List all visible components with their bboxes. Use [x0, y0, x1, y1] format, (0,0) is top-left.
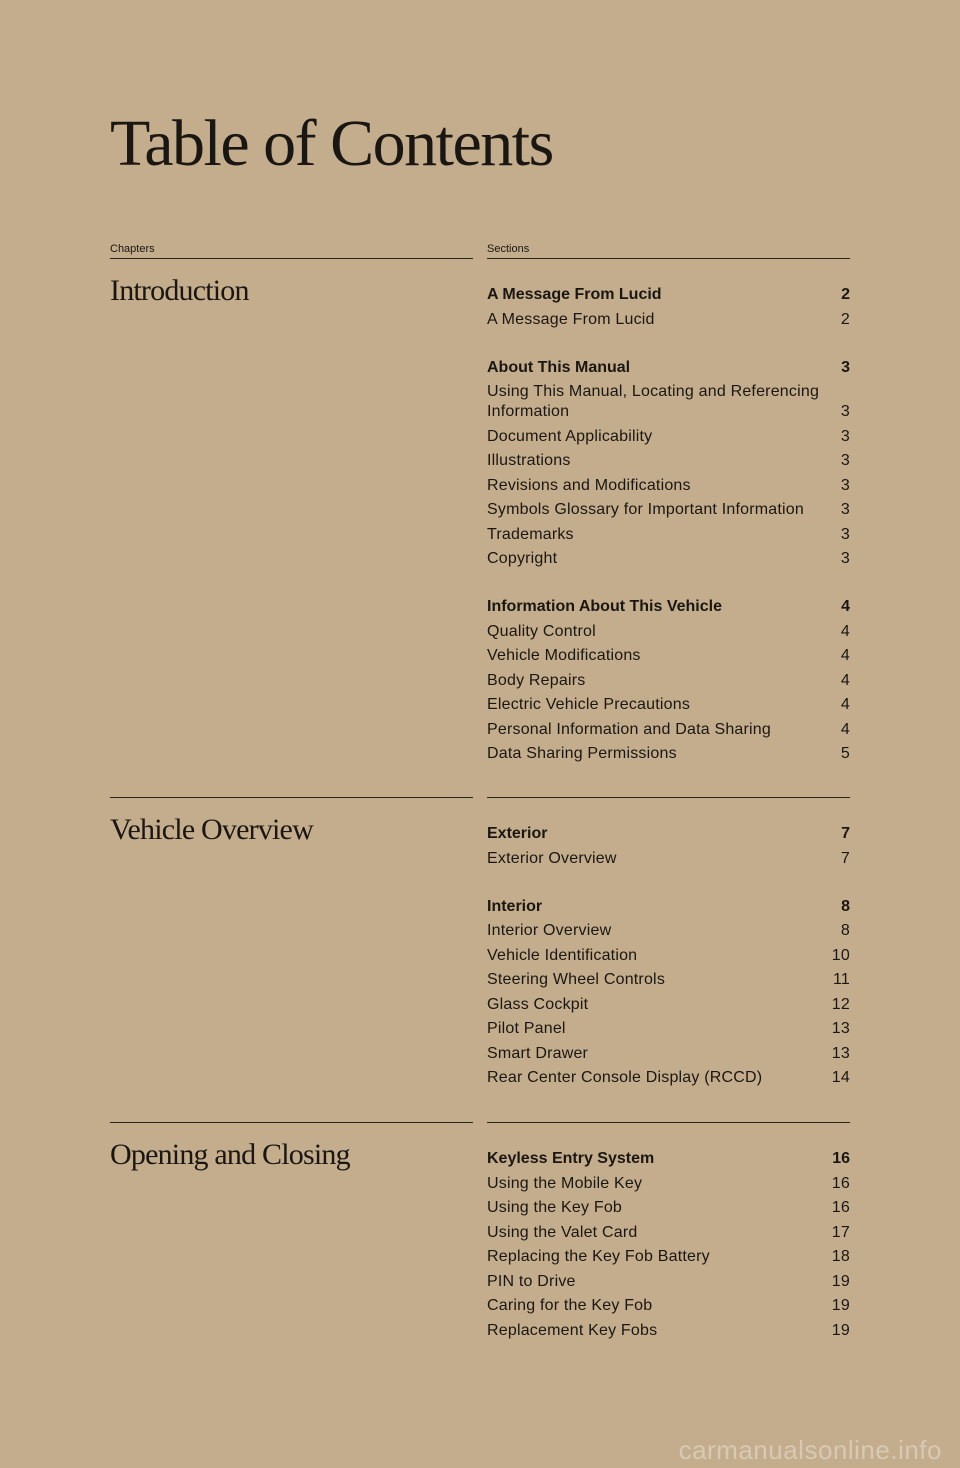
entry-label: A Message From Lucid	[487, 310, 655, 328]
page-number: 3	[840, 476, 850, 494]
page-number: 4	[840, 647, 850, 664]
entry-label: Electric Vehicle Precautions	[487, 696, 691, 713]
toc-entry[interactable]	[487, 718, 850, 743]
toc-entry[interactable]	[487, 1270, 850, 1295]
page-number: 3	[840, 427, 850, 445]
toc-entry[interactable]	[487, 449, 850, 474]
page-number: 19	[831, 1272, 850, 1290]
toc-entry[interactable]	[487, 968, 850, 993]
page-number: 3	[840, 525, 850, 543]
chapter-title[interactable]: Vehicle Overview	[110, 813, 313, 846]
sections-list	[487, 822, 850, 1091]
toc-entry[interactable]	[487, 1042, 850, 1067]
page-number: 7	[840, 849, 850, 867]
page-title: Table of Contents	[110, 107, 553, 180]
entry-label: Revisions and Modifications	[487, 476, 691, 494]
chapter-title[interactable]: Opening and Closing	[110, 1138, 350, 1171]
section-group-title[interactable]	[487, 822, 850, 847]
entry-label: Using the Key Fob	[487, 1199, 623, 1216]
entry-label: Information About This Vehicle	[487, 598, 722, 615]
toc-entry[interactable]	[487, 1017, 850, 1042]
entry-label: Vehicle Identification	[487, 946, 638, 964]
chapter-title[interactable]: Introduction	[110, 274, 249, 307]
entry-label: Keyless Entry System	[487, 1150, 655, 1167]
entry-label: PIN to Drive	[487, 1272, 576, 1290]
entry-label: Rear Center Console Display (RCCD)	[487, 1069, 763, 1086]
entry-label: Copyright	[487, 550, 558, 567]
entry-label: Trademarks	[487, 525, 574, 543]
entry-label: About This Manual	[487, 358, 631, 376]
section-group	[487, 595, 850, 767]
entry-label: Replacing the Key Fob Battery	[487, 1248, 710, 1265]
section-group-title[interactable]	[487, 356, 850, 381]
toc-entry[interactable]	[487, 993, 850, 1018]
toc-entry[interactable]	[487, 644, 850, 669]
page-number: 13	[831, 1020, 850, 1037]
page-number: 3	[840, 550, 850, 567]
page-number: 2	[840, 310, 850, 328]
entry-label: Symbols Glossary for Important Information	[487, 501, 804, 518]
toc-entry[interactable]	[487, 1196, 850, 1221]
chapter-divider	[110, 797, 473, 798]
sections-column-header: Sections	[487, 242, 850, 259]
page-number: 2	[841, 286, 850, 303]
section-group	[487, 1147, 850, 1343]
section-group	[487, 895, 850, 1091]
chapters-column-header: Chapters	[110, 242, 473, 259]
toc-entry[interactable]	[487, 308, 850, 333]
toc-entry[interactable]	[487, 1221, 850, 1246]
entry-label: Personal Information and Data Sharing	[487, 720, 772, 738]
entry-label: Pilot Panel	[487, 1020, 566, 1037]
page-number: 10	[831, 946, 850, 964]
section-group	[487, 356, 850, 572]
section-divider	[487, 1122, 850, 1123]
toc-entry[interactable]	[487, 847, 850, 872]
entry-label: Body Repairs	[487, 671, 586, 689]
entry-label: Exterior	[487, 825, 548, 842]
toc-entry[interactable]	[487, 498, 850, 523]
sections-list	[487, 1147, 850, 1343]
page-number: 14	[831, 1069, 850, 1086]
section-group-title[interactable]	[487, 895, 850, 920]
page-number: 18	[831, 1248, 850, 1265]
page-number: 12	[831, 995, 850, 1013]
entry-label: A Message From Lucid	[487, 286, 662, 303]
page-number: 19	[831, 1297, 850, 1314]
page-number: 8	[840, 922, 850, 939]
page-number: 17	[831, 1223, 850, 1241]
entry-label: Document Applicability	[487, 427, 653, 445]
chapter-divider	[110, 1122, 473, 1123]
section-group	[487, 283, 850, 332]
page-number: 4	[840, 671, 850, 689]
page-number: 7	[841, 825, 850, 842]
toc-entry[interactable]	[487, 1245, 850, 1270]
toc-entry[interactable]	[487, 944, 850, 969]
page-number: 3	[840, 403, 850, 420]
entry-label: Data Sharing Permissions	[487, 745, 677, 762]
toc-entry[interactable]	[487, 1172, 850, 1197]
entry-label: Interior Overview	[487, 922, 612, 939]
page-number: 11	[832, 971, 850, 988]
section-divider	[487, 797, 850, 798]
page-number: 4	[841, 598, 850, 615]
page-number: 3	[840, 501, 850, 518]
toc-entry[interactable]	[487, 1066, 850, 1091]
toc-entry[interactable]	[487, 1294, 850, 1319]
entry-label: Illustrations	[487, 452, 571, 469]
entry-label: Caring for the Key Fob	[487, 1297, 653, 1314]
page-number: 5	[840, 745, 850, 762]
toc-entry[interactable]	[487, 547, 850, 572]
section-group-title[interactable]	[487, 595, 850, 620]
page-number: 16	[832, 1150, 850, 1167]
page-number: 13	[831, 1044, 850, 1062]
entry-label: Interior	[487, 897, 543, 915]
entry-label: Vehicle Modifications	[487, 647, 641, 664]
entry-label: Glass Cockpit	[487, 995, 589, 1013]
entry-label: Exterior Overview	[487, 849, 617, 867]
entry-label: Using This Manual, Locating and Referencing Information	[487, 383, 820, 420]
toc-entry[interactable]	[487, 669, 850, 694]
page-number: 16	[831, 1174, 850, 1192]
page-number: 8	[841, 897, 850, 915]
page-number: 19	[831, 1321, 850, 1339]
sections-list	[487, 283, 850, 767]
section-group-title[interactable]	[487, 283, 850, 308]
page-number: 3	[840, 452, 850, 469]
toc-entry[interactable]	[487, 523, 850, 548]
page-number: 4	[840, 622, 850, 640]
toc-entry[interactable]	[487, 620, 850, 645]
page-number: 16	[831, 1199, 850, 1216]
toc-entry[interactable]	[487, 919, 850, 944]
toc-entry[interactable]	[487, 474, 850, 499]
entry-label: Replacement Key Fobs	[487, 1321, 658, 1339]
entry-label: Smart Drawer	[487, 1044, 589, 1062]
section-group	[487, 822, 850, 871]
entry-label: Quality Control	[487, 622, 596, 640]
entry-label: Steering Wheel Controls	[487, 971, 666, 988]
toc-entry[interactable]	[487, 693, 850, 718]
page-number: 3	[841, 358, 850, 376]
toc-entry[interactable]	[487, 380, 850, 425]
toc-entry[interactable]	[487, 425, 850, 450]
toc-entry[interactable]	[487, 742, 850, 767]
watermark: carmanualsonline.info	[678, 1435, 942, 1465]
page-number: 4	[840, 696, 850, 713]
toc-entry[interactable]	[487, 1319, 850, 1344]
page-number: 4	[840, 720, 850, 738]
entry-label: Using the Valet Card	[487, 1223, 638, 1241]
section-group-title[interactable]	[487, 1147, 850, 1172]
entry-label: Using the Mobile Key	[487, 1174, 643, 1192]
